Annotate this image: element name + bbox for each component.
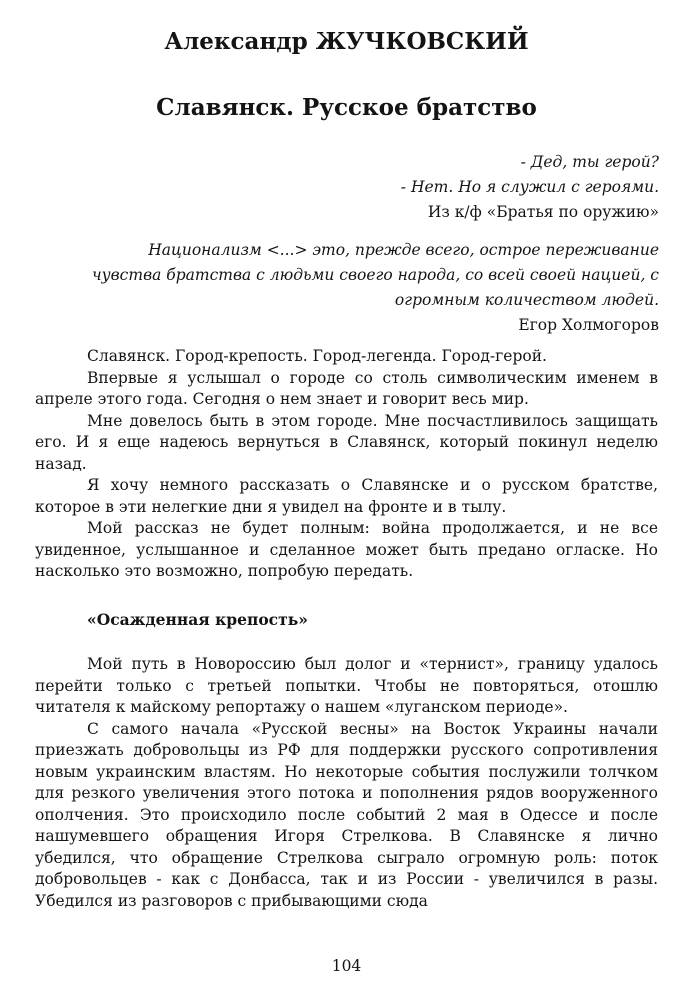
paragraph: Славянск. Город-крепость. Город-легенда. Город-герой. [87, 347, 547, 365]
epigraph-line: - Дед, ты герой? [520, 153, 659, 171]
paragraph: Мой путь в Новороссию был долог и «тернист», границу удалось перейти только с третьей попытки. Чтобы не повторяться, отошлю читателя к майскому репортажу о нашем «луганском периоде». [35, 655, 658, 716]
epigraph-quote [92, 238, 659, 338]
epigraph-line: - Нет. Но я служил с героями. [400, 178, 659, 196]
epigraph-source: Из к/ф «Братья по оружию» [427, 203, 659, 221]
paragraph: Я хочу немного рассказать о Славянске и о русском братстве, которое в эти нелегкие дни я увидел на фронте и в тылу. [35, 476, 658, 516]
epigraph-author: Егор Холмогоров [518, 316, 659, 334]
page-number: 104 [331, 957, 362, 975]
intro-text [35, 346, 658, 583]
article-title: Славянск. Русское братство [156, 94, 537, 121]
section-heading: «Осажденная крепость» [87, 610, 308, 629]
epigraph-film [401, 150, 659, 225]
paragraph: Впервые я услышал о городе со столь символическим именем в апреле этого года. Сегодня о нем знает и говорит весь мир. [35, 368, 658, 408]
paragraph: С самого начала «Русской весны» на Восток Украины начали приезжать добровольцы из РФ для поддержки русского сопротивления новым украинским властям. Но некоторые события послужили толчком для резкого увеличения этого потока и пополнения рядов вооруженного ополчения. Это происходило после событий 2 мая в Одессе и после нашумевшего обращения Игоря Стрелкова. В Славянске я лично убедился, что обращение Стрелкова сыграло огромную роль: поток добровольцев - как с Донбасса, так и из России - увеличился в разы. Убедился из разговоров с прибывающими сюда [35, 719, 658, 910]
paragraph: Мне довелось быть в этом городе. Мне посчастливилось защищать его. И я еще надеюсь вернуться в Славянск, который покинул неделю назад. [35, 411, 658, 473]
epigraph-line: Национализм <...> это, прежде всего, острое переживание [148, 241, 659, 259]
epigraph-line: чувства братства с людьми своего народа, со всей своей нацией, с [92, 266, 659, 284]
paragraph: Мой рассказ не будет полным: война продолжается, и не все увиденное, услышанное и сделанное может быть предано огласке. Но насколько это возможно, попробую передать. [35, 519, 658, 580]
section-text [35, 654, 658, 912]
epigraph-line: огромным количеством людей. [394, 291, 659, 309]
author-heading: Александр ЖУЧКОВСКИЙ [164, 28, 529, 55]
